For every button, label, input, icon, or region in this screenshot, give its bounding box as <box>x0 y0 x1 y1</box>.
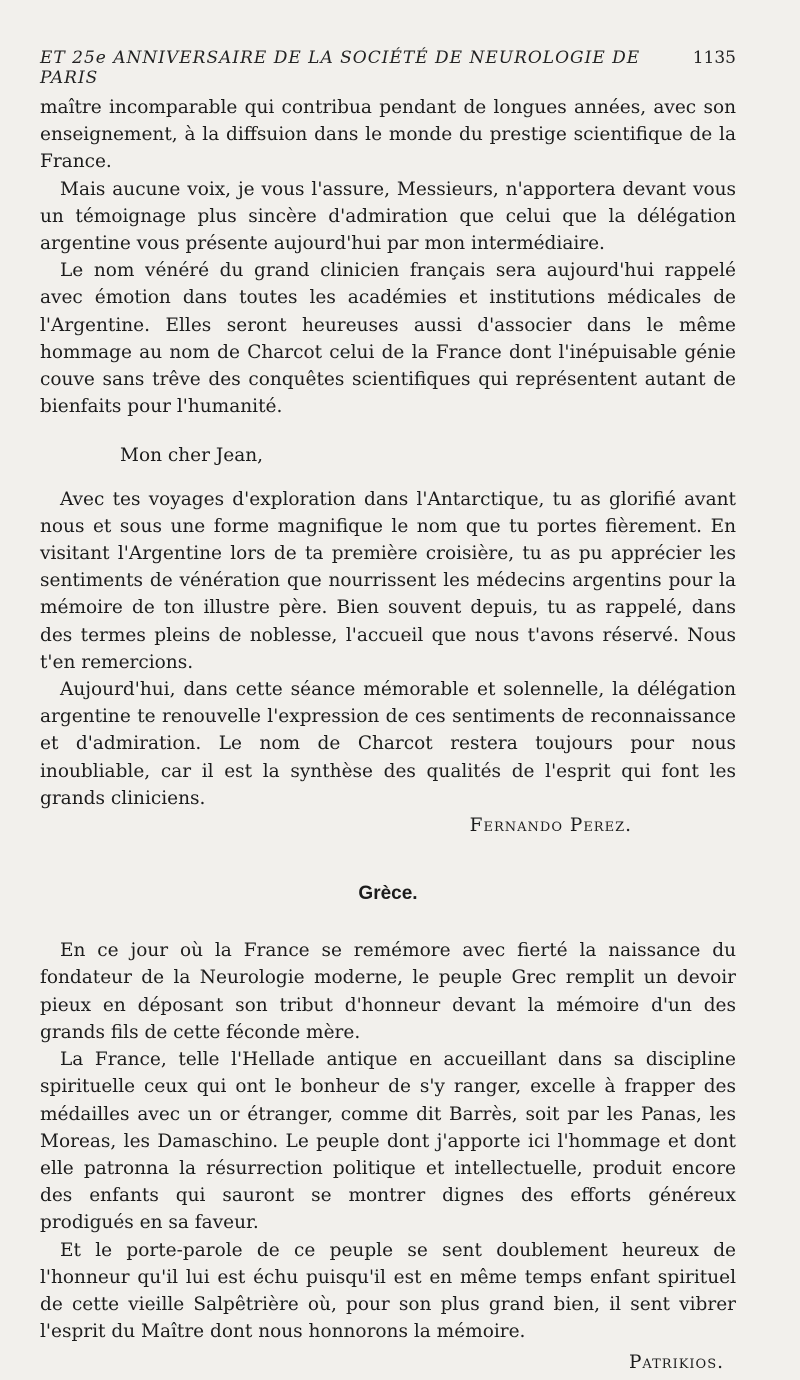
signature-patrikios: Patrikios. <box>628 1352 724 1374</box>
paragraph: maître incomparable qui contribua pendant de longues années, avec son enseignement, à la diffsuion dans le monde du prestige scientifique de la France. <box>40 97 736 173</box>
paragraph: Aujourd'hui, dans cette séance mémorable et solennelle, la délégation argentine te renouvelle l'expression de ces sentiments de reconnaissance et d'admiration. Le nom de Charcot restera toujours pour nous inoubliable, car il est la synthèse des qualités de l'esprit qui font les grands cliniciens. <box>40 679 736 809</box>
paragraph: Et le porte-parole de ce peuple se sent doublement heureux de l'honneur qu'il lui est échu puisqu'il est en même temps enfant spirituel de cette vieille Salpêtrière où, pour son plus grand bien, il sent vibrer l'esprit du Maître dont nous honnorons la mémoire. <box>40 1239 736 1343</box>
article-body <box>40 94 736 1377</box>
running-header <box>40 48 736 88</box>
signature-perez: Fernando Perez. <box>469 815 632 837</box>
letter-salutation: Mon cher Jean, <box>120 445 264 467</box>
paragraph: Le nom vénéré du grand clinicien français sera aujourd'hui rappelé avec émotion dans toutes les académies et institutions médicales de l'Argentine. Elles seront heureuses aussi d'associer dans le même hommage au nom de Charcot celui de la France dont l'inépuisable génie couve sans trêve des conquêtes scientifiques qui représentent autant de bienfaits pour l'humanité. <box>40 260 736 418</box>
paragraph: Mais aucune voix, je vous l'assure, Messieurs, n'apportera devant vous un témoignage plus sincère d'admiration que celui que la délégation argentine vous présente aujourd'hui par mon intermédiaire. <box>40 178 736 255</box>
paragraph: La France, telle l'Hellade antique en accueillant dans sa discipline spirituelle ceux qui ont le bonheur de s'y ranger, excelle à frapper des médailles avec un or étranger, comme dit Barrès, soit par les Panas, les Moreas, les Damaschino. Le peuple dont j'apporte ici l'hommage et dont elle patronna la résurrection politique et intellectuelle, produit encore des enfants qui sauront se montrer dignes des efforts généreux prodigués en sa faveur. <box>40 1049 736 1234</box>
header-title: ET 25e ANNIVERSAIRE DE LA SOCIÉTÉ DE NEUROLOGIE DE PARIS <box>40 48 641 88</box>
page-number: 1135 <box>692 48 736 68</box>
section-title-greece: Grèce. <box>358 883 418 905</box>
paragraph: Avec tes voyages d'exploration dans l'Antarctique, tu as glorifié avant nous et sous une forme magnifique le nom que tu portes fièrement. En visitant l'Argentine lors de ta première croisière, tu as pu apprécier les sentiments de vénération que nourrissent les médecins argentins pour la mémoire de ton illustre père. Bien souvent depuis, tu as rappelé, dans des termes pleins de noblesse, l'accueil que nous t'avons réservé. Nous t'en remercions. <box>40 488 736 673</box>
paragraph: En ce jour où la France se remémore avec fierté la naissance du fondateur de la Neurologie moderne, le peuple Grec remplit un devoir pieux en déposant son tribut d'honneur devant la mémoire d'un des grands fils de cette féconde mère. <box>40 940 736 1043</box>
